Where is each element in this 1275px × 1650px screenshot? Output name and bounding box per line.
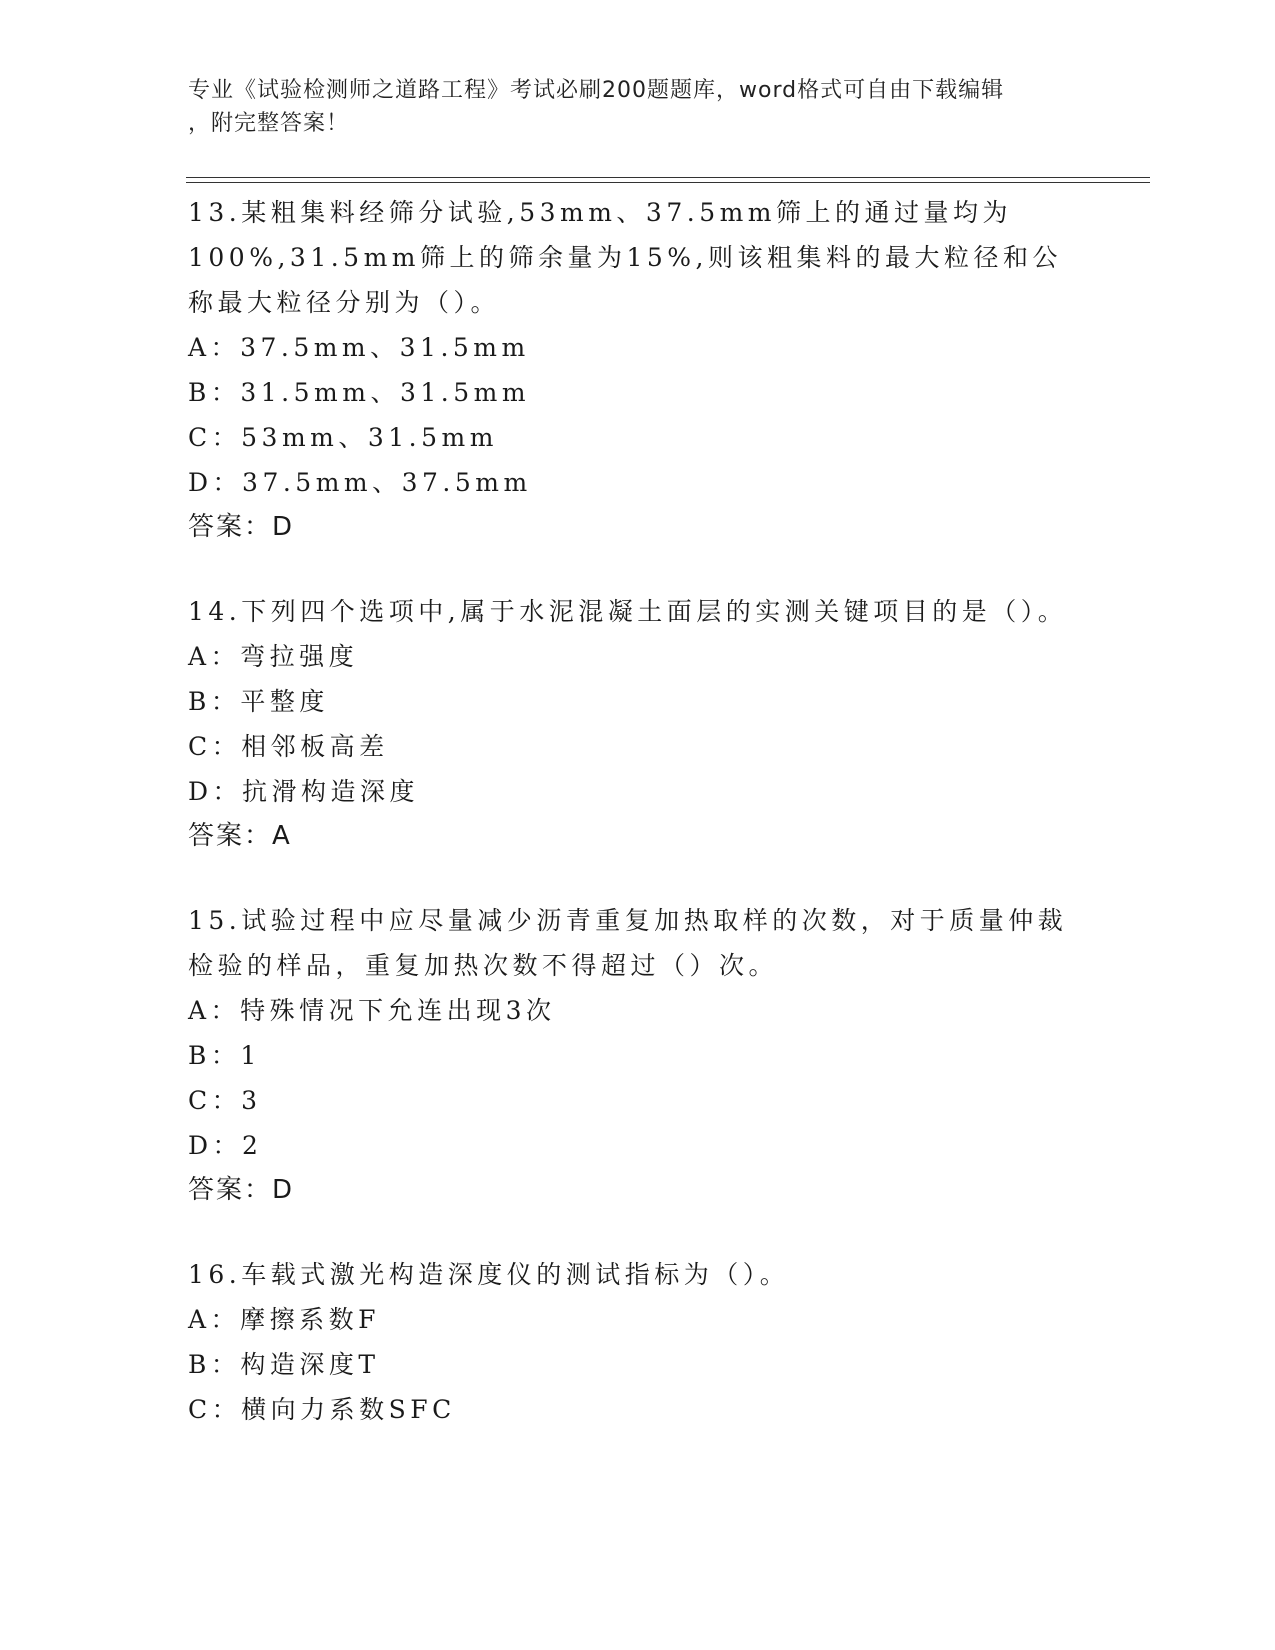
- header-title-line1: 专业《试验检测师之道路工程》考试必刷200题题库，word格式可自由下载编辑: [188, 78, 1005, 103]
- option-d: [188, 1123, 1088, 1168]
- answer-line: 答案：D: [188, 1175, 295, 1205]
- answer-line: 答案：A: [188, 821, 292, 851]
- option-b: [188, 679, 1088, 724]
- header-divider-bottom: [186, 182, 1150, 183]
- option-label: A：: [188, 996, 241, 1025]
- question-text: 13.某粗集料经筛分试验,53mm、37.5mm筛上的通过量均为100%,31.5mm筛上的筛余量为15%,则该粗集料的最大粒径和公称最大粒径分别为（）。: [188, 198, 1063, 317]
- option-label: A：: [188, 1305, 241, 1334]
- question-13: [188, 190, 1088, 550]
- option-label: B：: [188, 687, 241, 716]
- document-header: [188, 74, 1068, 140]
- answer-line: 答案：D: [188, 512, 295, 542]
- option-text: 构造深度T: [240, 1350, 380, 1379]
- option-d: [188, 460, 1088, 505]
- question-15: [188, 898, 1088, 1213]
- option-text: 抗滑构造深度: [242, 777, 420, 806]
- option-label: A：: [188, 642, 241, 671]
- option-label: C：: [188, 1395, 242, 1424]
- header-title-line2: ，附完整答案！: [188, 111, 350, 136]
- option-text: 弯拉强度: [240, 642, 359, 671]
- option-text: 平整度: [240, 687, 329, 716]
- question-16: [188, 1252, 1088, 1432]
- option-label: D：: [188, 1131, 243, 1160]
- option-c: [188, 1078, 1088, 1123]
- option-b: [188, 1033, 1088, 1078]
- option-text: 相邻板高差: [241, 732, 389, 761]
- option-text: 37.5mm、31.5mm: [240, 333, 530, 362]
- option-label: B：: [188, 378, 241, 407]
- option-label: C：: [188, 732, 242, 761]
- option-a: [188, 325, 1088, 370]
- option-text: 摩擦系数F: [240, 1305, 380, 1334]
- option-label: C：: [188, 1086, 242, 1115]
- option-label: C：: [188, 423, 242, 452]
- question-14: [188, 589, 1088, 859]
- option-label: B：: [188, 1041, 241, 1070]
- question-text: 14.下列四个选项中,属于水泥混凝土面层的实测关键项目的是（）。: [188, 597, 1068, 626]
- option-text: 37.5mm、37.5mm: [242, 468, 532, 497]
- option-label: D：: [188, 777, 243, 806]
- option-text: 31.5mm、31.5mm: [240, 378, 531, 407]
- option-a: [188, 634, 1088, 679]
- option-text: 3: [241, 1086, 262, 1115]
- option-c: [188, 415, 1088, 460]
- option-text: 1: [240, 1041, 261, 1070]
- option-text: 53mm、31.5mm: [241, 423, 498, 452]
- option-b: [188, 1342, 1088, 1387]
- option-label: B：: [188, 1350, 241, 1379]
- option-c: [188, 1387, 1088, 1432]
- option-text: 2: [242, 1131, 263, 1160]
- option-text: 特殊情况下允连出现3次: [240, 996, 556, 1025]
- question-list: [188, 190, 1088, 1471]
- question-text: 15.试验过程中应尽量减少沥青重复加热取样的次数，对于质量仲裁检验的样品，重复加热次数不得超过（）次。: [188, 906, 1068, 980]
- option-c: [188, 724, 1088, 769]
- question-text: 16.车载式激光构造深度仪的测试指标为（）。: [188, 1260, 790, 1289]
- option-a: [188, 988, 1088, 1033]
- option-label: D：: [188, 468, 243, 497]
- option-text: 横向力系数SFC: [241, 1395, 456, 1424]
- option-b: [188, 370, 1088, 415]
- header-divider-top: [186, 177, 1150, 178]
- option-label: A：: [188, 333, 241, 362]
- option-d: [188, 769, 1088, 814]
- option-a: [188, 1297, 1088, 1342]
